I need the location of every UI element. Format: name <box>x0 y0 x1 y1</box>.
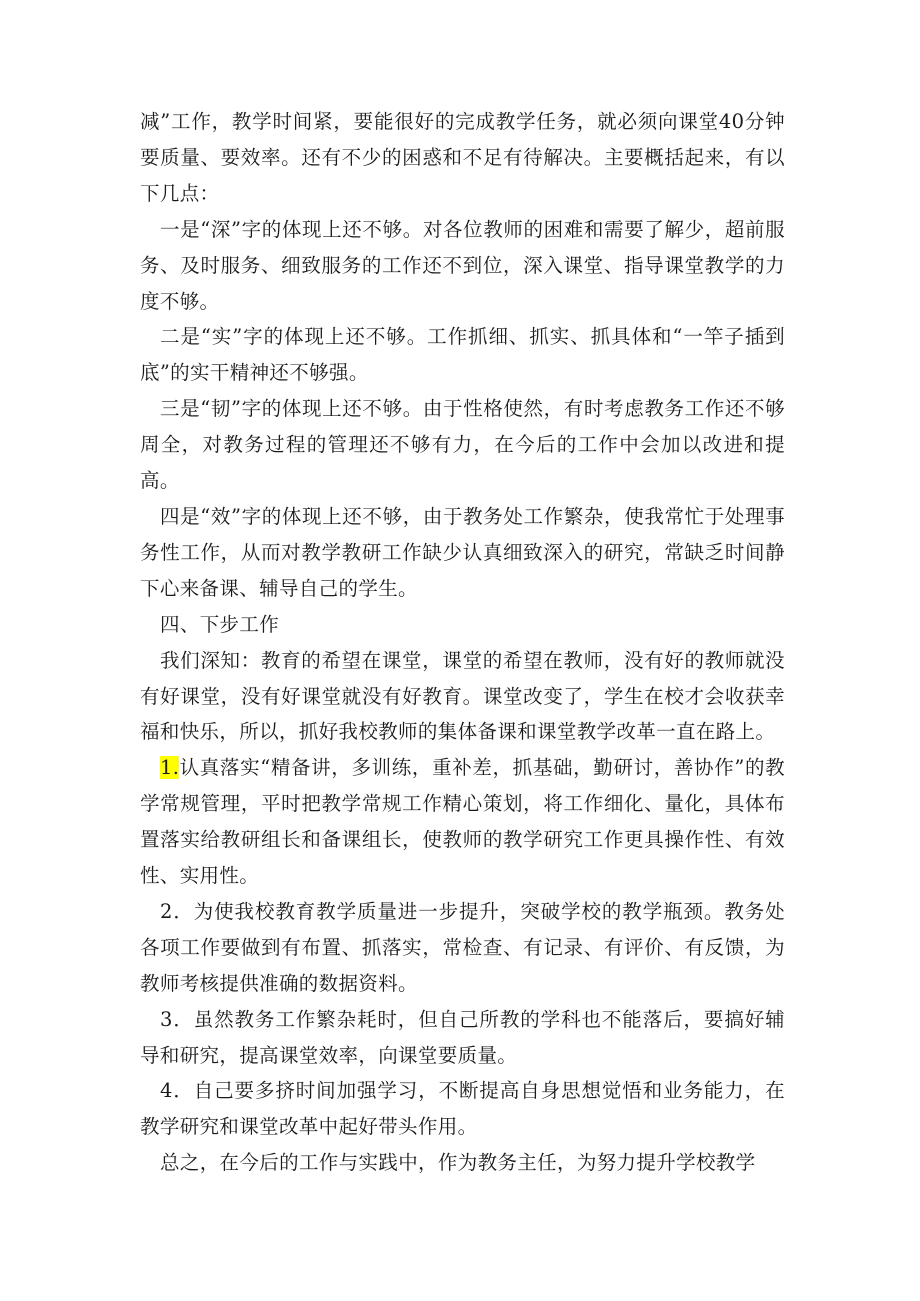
list-item-4: 4．自己要多挤时间加强学习，不断提高自身思想觉悟和业务能力，在教学研究和课堂改革中起好带头作用。 <box>140 1079 785 1139</box>
paragraph-issue-effect: 四是“效”字的体现上还不够，由于教务处工作繁杂，使我常忙于处理事务性工作，从而对教学教研工作缺少认真细致深入的研究，常缺乏时间静下心来备课、辅导自己的学生。 <box>140 504 785 600</box>
paragraph-conclusion: 总之，在今后的工作与实践中，作为教务主任，为努力提升学校教学 <box>160 1151 756 1175</box>
paragraph-intro-next-steps: 我们深知：教育的希望在课堂，课堂的希望在教师，没有好的教师就没有好课堂，没有好课堂就没有好教育。课堂改变了，学生在校才会收获幸福和快乐，所以，抓好我校教师的集体备课和课堂教学改革一直在路上。 <box>140 648 785 744</box>
paragraph-continuation: 减”工作，教学时间紧，要能很好的完成教学任务，就必须向课堂40分钟要质量、要效率。还有不少的困惑和不足有待解决。主要概括起来，有以下几点： <box>140 110 785 205</box>
paragraph-issue-practical: 二是“实”字的体现上还不够。工作抓细、抓实、抓具体和“一竿子插到底”的实干精神还不够强。 <box>140 325 785 385</box>
list-item-1-text: 认真落实“精备讲，多训练，重补差，抓基础，勤研讨，善协作”的教学常规管理，平时把教学常规工作精心策划，将工作细化、量化，具体布置落实给教研组长和备课组长，使教师的教学研究工作更具操作性、有效性、实用性。 <box>140 756 785 888</box>
paragraph-issue-depth: 一是“深”字的体现上还不够。对各位教师的困难和需要了解少，超前服务、及时服务、细致服务的工作还不到位，深入课堂、指导课堂教学的力度不够。 <box>140 217 785 313</box>
highlighted-list-marker: 1. <box>160 756 180 780</box>
document-body <box>140 104 785 1181</box>
list-item-3: 3．虽然教务工作繁杂耗时，但自己所教的学科也不能落后，要搞好辅导和研究，提高课堂效率，向课堂要质量。 <box>140 1007 785 1067</box>
list-item-1 <box>140 750 785 894</box>
paragraph-issue-tenacity: 三是“韧”字的体现上还不够。由于性格使然，有时考虑教务工作还不够周全，对教务过程的管理还不够有力，在今后的工作中会加以改进和提高。 <box>140 397 785 493</box>
section-heading-next-steps: 四、下步工作 <box>160 612 280 636</box>
list-item-2: 2．为使我校教育教学质量进一步提升，突破学校的教学瓶颈。教务处各项工作要做到有布置、抓落实，常检查、有记录、有评价、有反馈，为教师考核提供准确的数据资料。 <box>140 899 785 995</box>
